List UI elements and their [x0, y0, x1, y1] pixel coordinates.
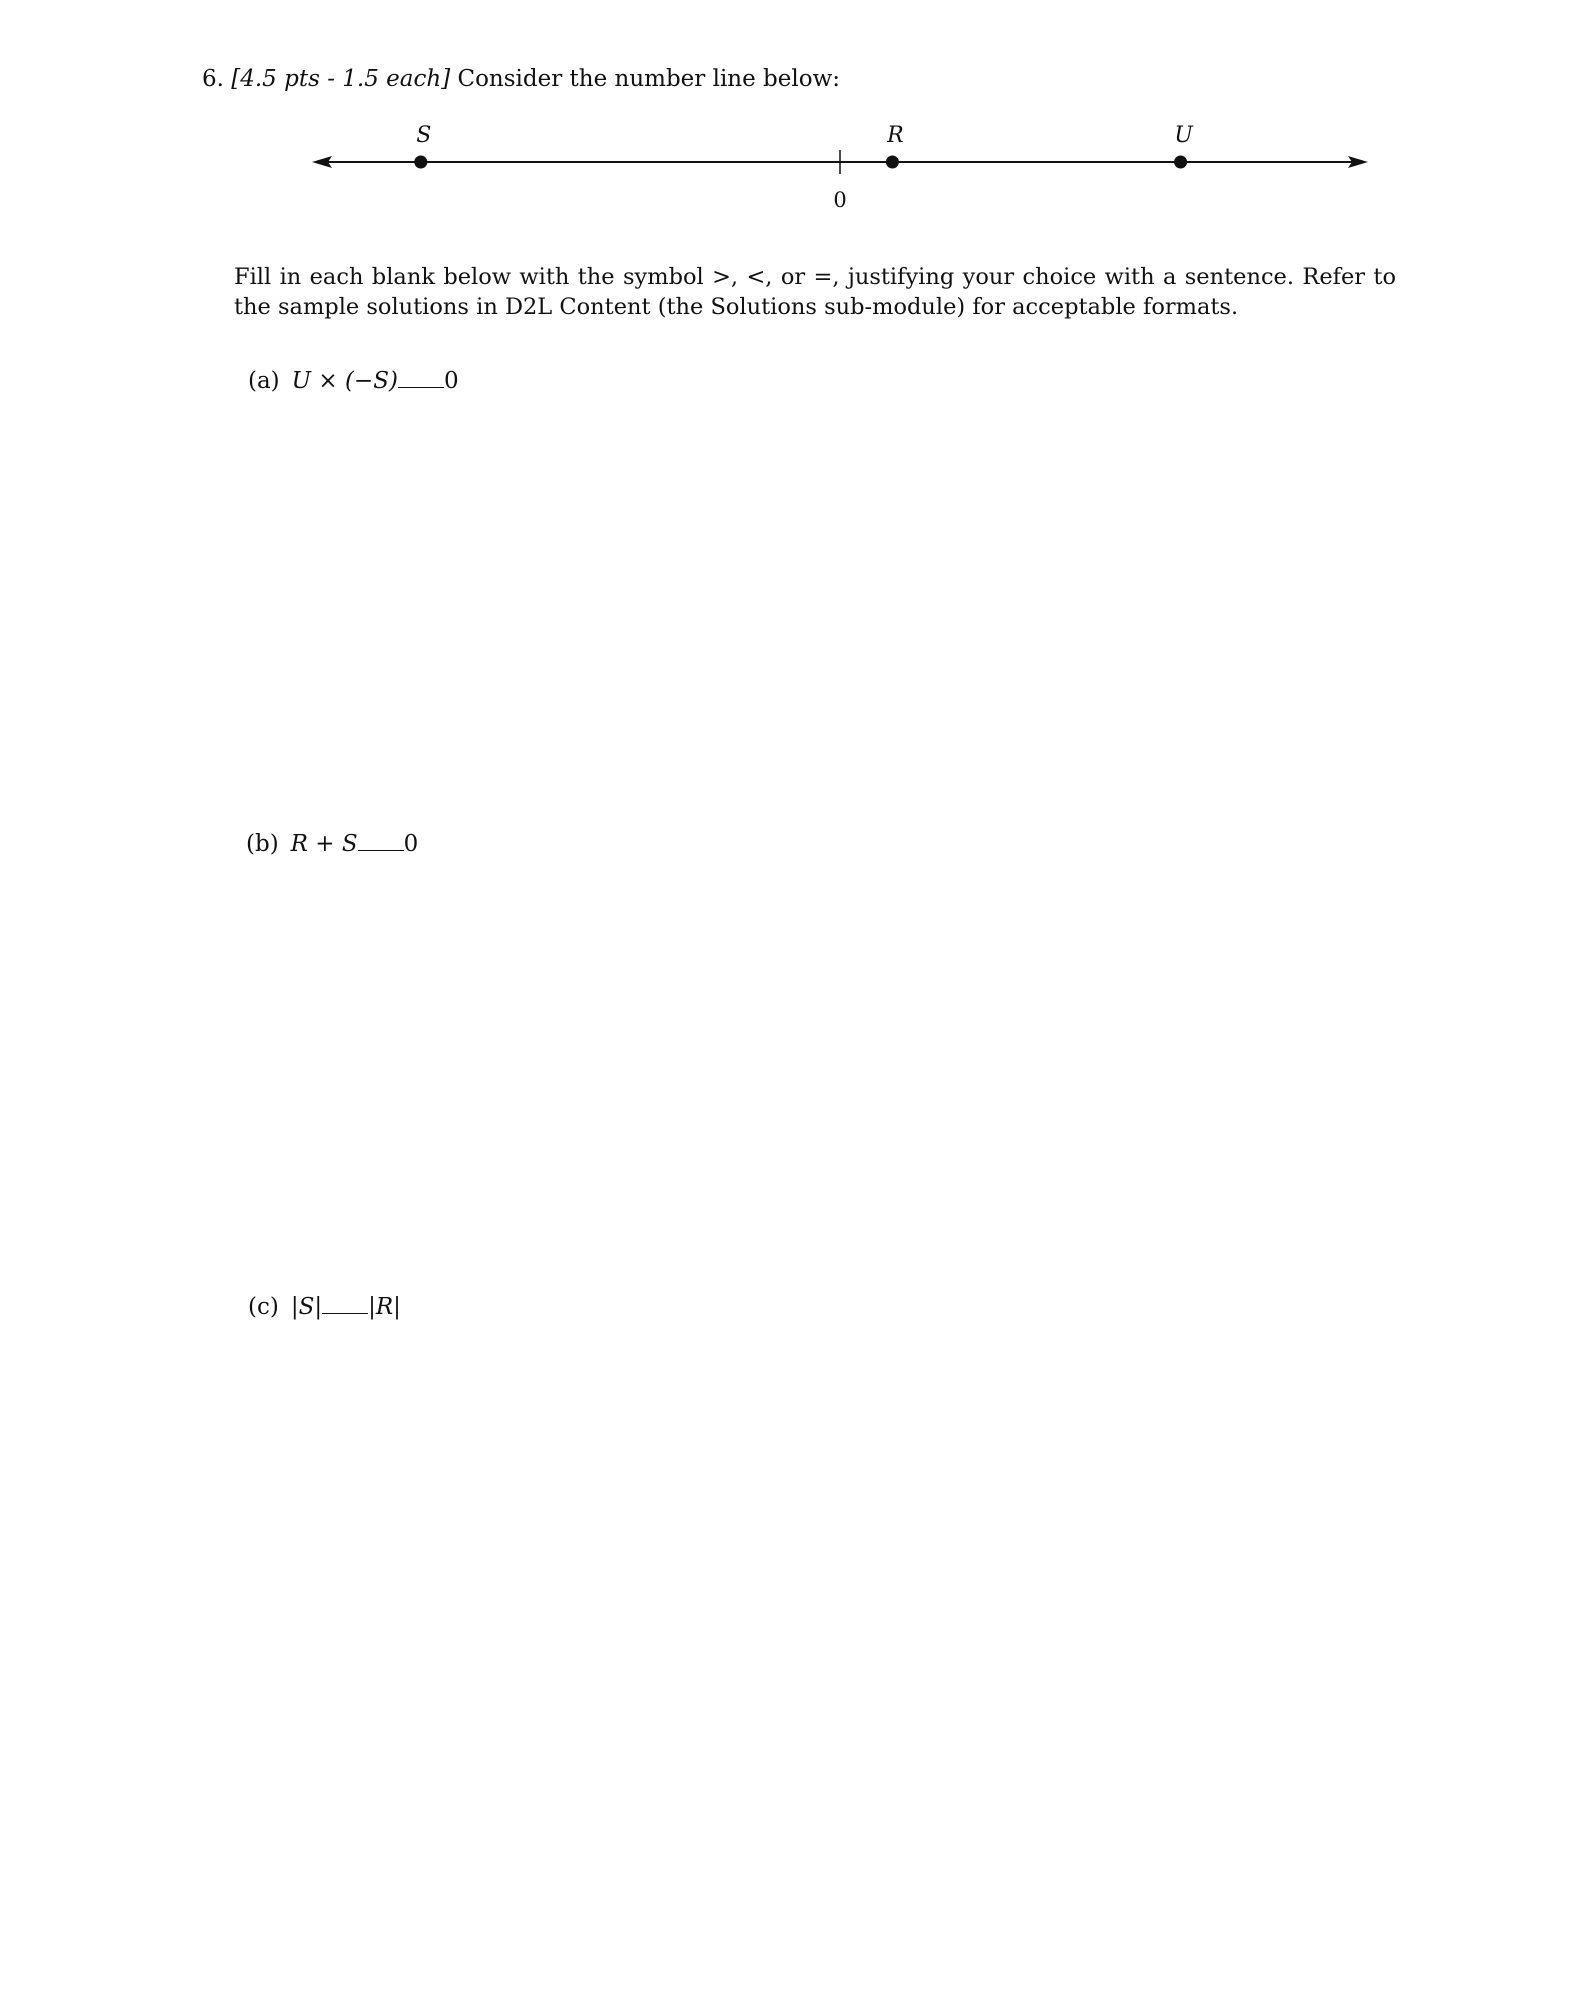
point-s-label: S	[416, 123, 432, 148]
point-u-dot	[1174, 156, 1187, 169]
part-c-answer-blank[interactable]	[322, 1293, 368, 1314]
part-b-expression: R + S	[290, 831, 358, 857]
part-a-rhs: 0	[443, 368, 459, 394]
part-c	[248, 1292, 401, 1322]
point-r-dot	[886, 156, 899, 169]
question-prompt: Consider the number line below:	[457, 66, 841, 92]
number-line	[300, 112, 1380, 222]
part-c-rhs: |R|	[368, 1294, 401, 1320]
zero-tick-label: 0	[833, 188, 847, 212]
instructions: Fill in each blank below with the symbol >, <, or =, justifying your choice with a sentence. Refer to the sample solutions in D2L Content (the Solutions sub-module) for acceptable formats.	[234, 264, 1396, 320]
part-a-expression: U × (−S)	[291, 368, 398, 394]
question-number: 6.	[202, 66, 224, 92]
part-a-label: (a)	[248, 368, 280, 394]
point-u-label: U	[1174, 123, 1193, 148]
part-b	[246, 829, 418, 859]
part-a	[248, 366, 459, 396]
point-s-dot	[414, 156, 427, 169]
part-a-answer-blank[interactable]	[398, 367, 444, 388]
part-b-rhs: 0	[403, 831, 419, 857]
point-r-label: R	[887, 123, 904, 148]
part-c-expression: |S|	[290, 1294, 323, 1320]
part-b-answer-blank[interactable]	[358, 830, 404, 851]
part-c-label: (c)	[248, 1294, 279, 1320]
question-points: [4.5 pts - 1.5 each]	[231, 66, 451, 92]
part-b-label: (b)	[246, 831, 279, 857]
question-header	[202, 64, 840, 94]
